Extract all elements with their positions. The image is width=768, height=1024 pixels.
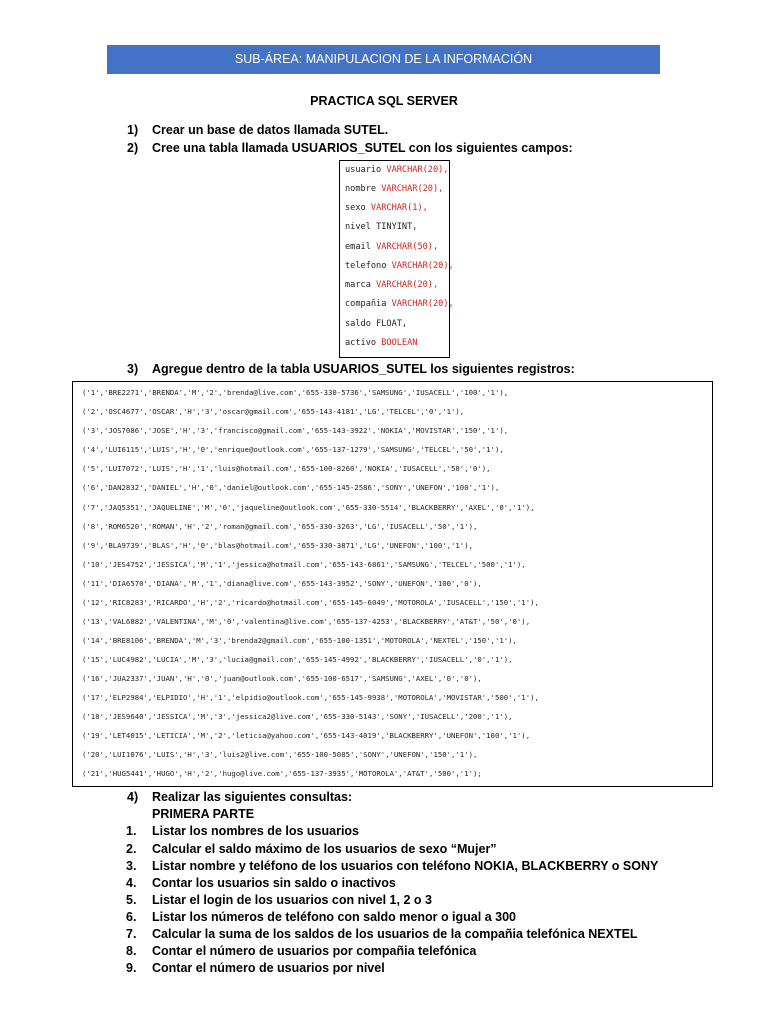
record-line: ('11','DIA6570','DIANA','M','1','diana@live.com','655-143-3952','SONY','UNEFON','100','0'), (82, 579, 482, 588)
record-line: ('8','ROM6520','ROMAN','H','2','roman@gmail.com','655-330-3263','LG','IUSACELL','50','1'), (82, 522, 478, 531)
record-line: ('9','BLA9739','BLAS','H','0','blas@hotmail.com','655-330-3871','LG','UNEFON','100','1'), (82, 541, 473, 550)
record-line: ('16','JUA2337','JUAN','H','0','juan@outlook.com','655-100-6517','SAMSUNG','AXEL','0','0'), (82, 674, 482, 683)
part-label: PRIMERA PARTE (152, 807, 255, 821)
step-number: 3) (127, 362, 139, 376)
section-banner: SUB-ÁREA: MANIPULACION DE LA INFORMACIÓN (107, 45, 660, 74)
record-line: ('2','OSC4677','OSCAR','H','3','oscar@gmail.com','655-143-4181','LG','TELCEL','0','1'), (82, 407, 465, 416)
record-line: ('3','JOS7086','JOSE','H','3','francisco@gmail.com','655-143-3922','NOKIA','MOVISTAR','150','1'), (82, 426, 509, 435)
record-line: ('4','LUI6115','LUIS','H','0','enrique@outlook.com','655-137-1279','SAMSUNG','TELCEL','50','1'), (82, 445, 504, 454)
step-number: 2) (127, 141, 139, 155)
step-text: Realizar las siguientes consultas: (152, 790, 353, 804)
record-line: ('5','LUI7072','LUIS','H','1','luis@hotmail.com','655-100-8260','NOKIA','IUSACELL','50','0'), (82, 464, 491, 473)
field-line: sexo VARCHAR(1), (345, 203, 428, 213)
record-line: ('19','LET4015','LETICIA','M','2','leticia@yahoo.com','655-143-4019','BLACKBERRY','UNEFON','100','1'), (82, 731, 531, 740)
record-line: ('20','LUI1076','LUIS','H','3','luis2@live.com','655-100-5085','SONY','UNEFON','150','1'), (82, 750, 478, 759)
field-line: compañia VARCHAR(20), (345, 299, 454, 309)
field-line: saldo FLOAT, (345, 319, 408, 329)
record-line: ('18','JES9640','JESSICA','M','3','jessica2@live.com','655-330-5143','SONY','IUSACELL','200','1'), (82, 712, 513, 721)
field-line: email VARCHAR(50), (345, 242, 439, 252)
record-line: ('12','RIC8283','RICARDO','H','2','ricardo@hotmail.com','655-145-6049','MOTOROLA','IUSACELL','150','1'), (82, 598, 539, 607)
step-number: 1) (127, 123, 139, 137)
record-line: ('15','LUC4982','LUCIA','M','3','lucia@gmail.com','655-145-4992','BLACKBERRY','IUSACELL','0','1'), (82, 655, 513, 664)
step-text: Cree una tabla llamada USUARIOS_SUTEL con los siguientes campos: (152, 141, 573, 155)
field-line: nombre VARCHAR(20), (345, 184, 444, 194)
record-line: ('1','BRE2271','BRENDA','M','2','brenda@live.com','655-330-5736','SAMSUNG','IUSACELL','100','1'), (82, 388, 509, 397)
field-line: telefono VARCHAR(20), (345, 261, 454, 271)
record-line: ('14','BRE8106','BRENDA','M','3','brenda2@gmail.com','655-100-1351','MOTOROLA','NEXTEL','150','1'), (82, 636, 517, 645)
page-title: PRACTICA SQL SERVER (310, 94, 458, 108)
field-line: activo BOOLEAN (345, 338, 418, 348)
field-line: nivel TINYINT, (345, 222, 418, 232)
step-text: Crear un base de datos llamada SUTEL. (152, 123, 389, 137)
records-code-box (72, 381, 713, 787)
record-line: ('13','VAL6882','VALENTINA','M','0','valentina@live.com','655-137-4253','BLACKBERRY','AT&T','50','0'), (82, 617, 531, 626)
record-line: ('17','ELP2984','ELPIDIO','H','1','elpidio@outlook.com','655-145-9938','MOTOROLA','MOVISTAR','500','1'), (82, 693, 539, 702)
fields-code-box (339, 160, 454, 358)
record-line: ('10','JES4752','JESSICA','M','1','jessica@hotmail.com','655-143-6861','SAMSUNG','TELCEL','500','1'), (82, 560, 526, 569)
field-line: usuario VARCHAR(20), (345, 165, 449, 175)
step-text: Agregue dentro de la tabla USUARIOS_SUTEL los siguientes registros: (152, 362, 575, 376)
step-number: 4) (127, 790, 139, 804)
record-line: ('6','DAN2832','DANIEL','H','0','daniel@outlook.com','655-145-2586','SONY','UNEFON','100','1'), (82, 483, 500, 492)
record-line: ('7','JAQ5351','JAQUELINE','M','0','jaqueline@outlook.com','655-330-5514','BLACKBERRY','AXEL','0','1'), (82, 503, 535, 512)
record-line: ('21','HUG5441','HUGO','H','2','hugo@live.com','655-137-3935','MOTOROLA','AT&T','500','1'); (82, 769, 482, 778)
field-line: marca VARCHAR(20), (345, 280, 439, 290)
